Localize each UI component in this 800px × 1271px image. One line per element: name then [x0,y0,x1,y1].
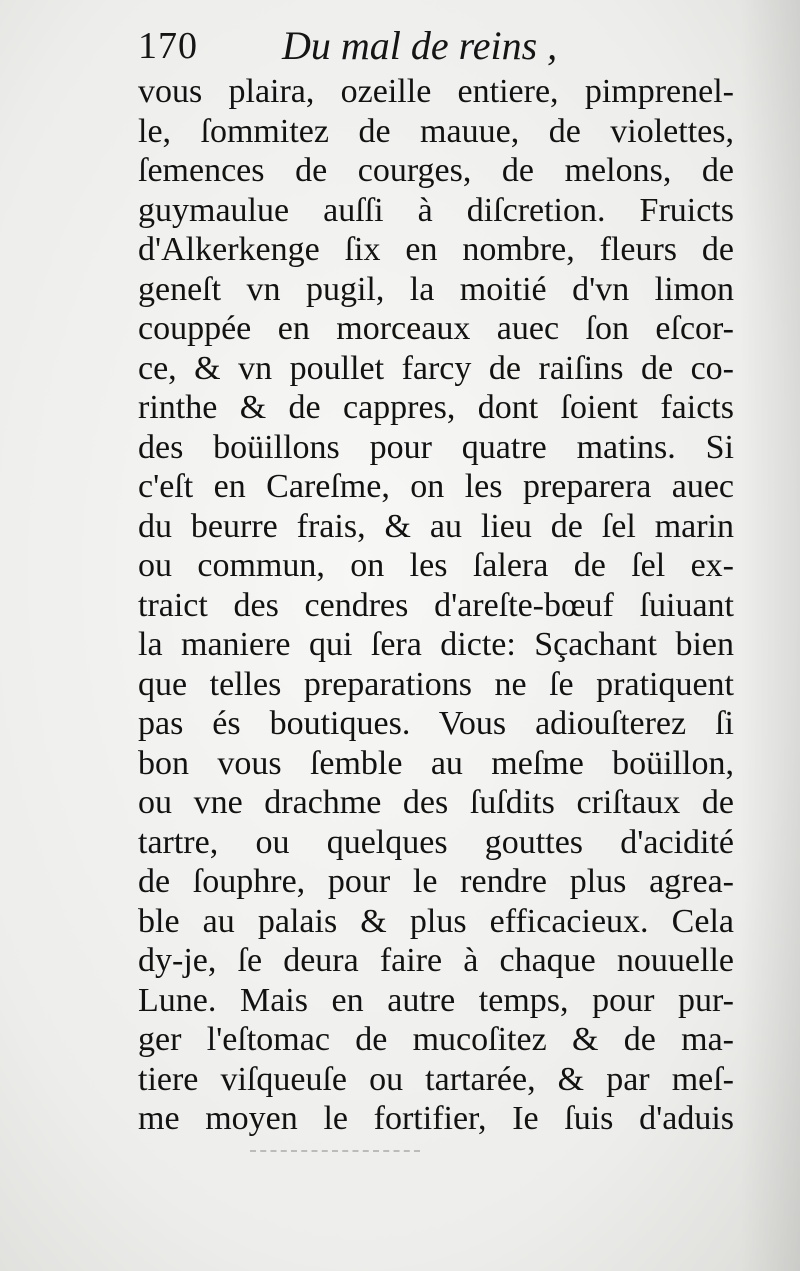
text-line: c'eſt en Careſme, on les preparera auec [138,468,734,505]
text-line: guymaulue auſſi à diſcretion. Fruicts [138,191,734,229]
page-edge-shadow [740,0,800,1271]
text-line: Lune. Mais en autre temps, pour pur- [138,981,734,1019]
text-line: la maniere qui ſera dicte: Sçachant bien [138,626,734,663]
text-line: ce, & vn poullet farcy de raiſins de co- [138,349,734,387]
text-line: traict des cendres d'areſte-bœuf ſuiuant [138,586,734,624]
text-line: ou vne drachme des ſuſdits criſtaux de [138,784,734,821]
text-line: ger l'eſtomac de mucoſitez & de ma- [138,1021,734,1058]
text-line: me moyen le fortifier, Ie ſuis d'aduis [138,1100,734,1137]
bleed-through-marks [250,1150,420,1152]
text-line: vous plaira, ozeille entiere, pimprenel- [138,73,734,110]
text-line: ble au palais & plus efficacieux. Cela [138,902,734,940]
text-line: d'Alkerkenge ſix en nombre, fleurs de [138,231,734,268]
text-line: couppée en morceaux auec ſon eſcor- [138,310,734,347]
running-head: Du mal de reins , [282,23,558,68]
text-line: rinthe & de cappres, dont ſoient faicts [138,389,734,426]
body-text [138,72,738,1139]
text-line: de ſouphre, pour le rendre plus agrea- [138,863,734,900]
text-line: bon vous ſemble au meſme boüillon, [138,744,734,782]
text-line: geneſt vn pugil, la moitié d'vn limon [138,270,734,308]
text-line: du beurre frais, & au lieu de ſel marin [138,507,734,545]
text-line: tartre, ou quelques gouttes d'acidité [138,823,734,861]
text-line: ou commun, on les ſalera de ſel ex- [138,547,734,584]
page-number: 170 [138,25,198,67]
text-line: que telles preparations ne ſe pratiquent [138,665,734,703]
text-line: des boüillons pour quatre matins. Si [138,428,734,466]
text-line: le, ſommitez de mauue, de violettes, [138,112,734,150]
text-line: pas és boutiques. Vous adiouſterez ſi [138,705,734,742]
text-line: tiere viſqueuſe ou tartarée, & par meſ- [138,1060,734,1098]
text-line: ſemences de courges, de melons, de [138,152,734,189]
text-line: dy-je, ſe deura faire à chaque nouuelle [138,942,734,979]
page-header [132,18,732,78]
